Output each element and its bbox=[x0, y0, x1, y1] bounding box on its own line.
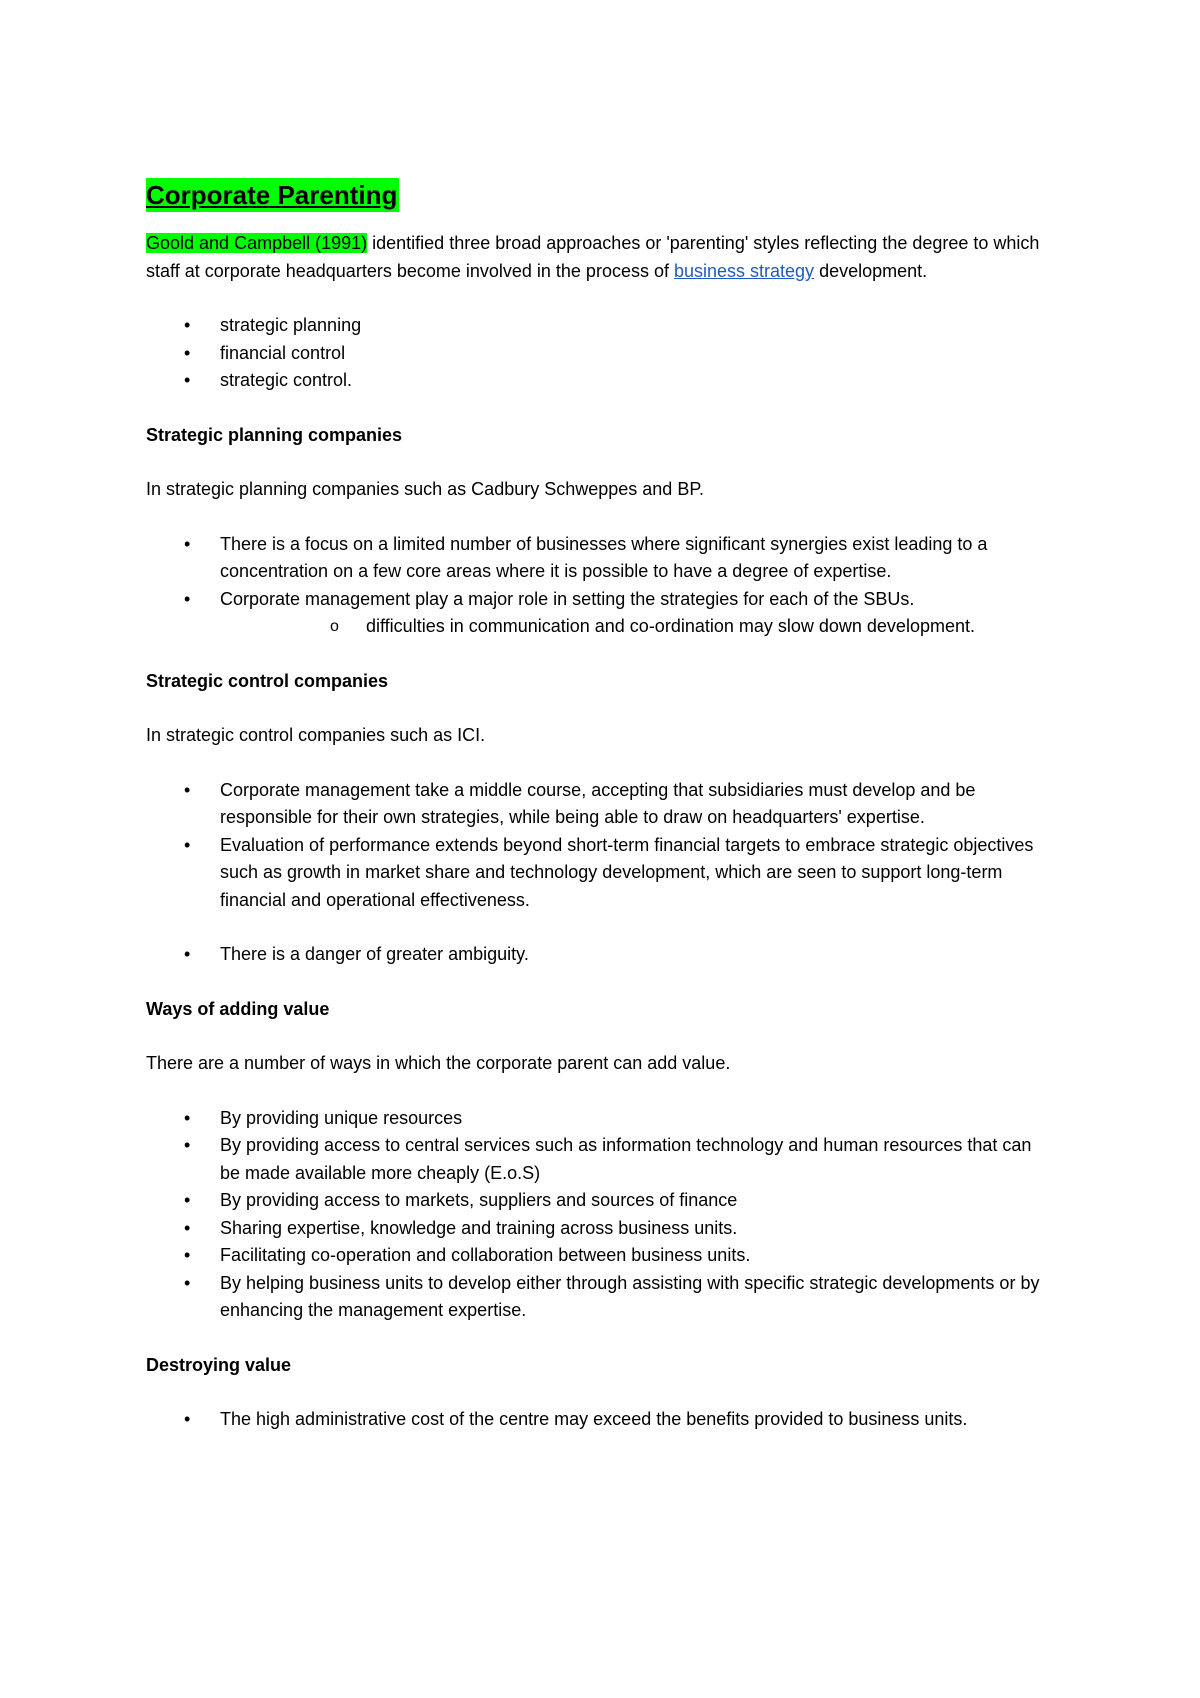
list-item: • Facilitating co-operation and collaboration between business units. bbox=[146, 1242, 1050, 1270]
list-item: • strategic planning bbox=[146, 312, 1050, 340]
section-heading-adding-value: Ways of adding value bbox=[146, 998, 330, 1019]
sub-list-item: o difficulties in communication and co-ordination may slow down development. bbox=[220, 613, 1050, 641]
citation-highlight: Goold and Campbell (1991) bbox=[146, 233, 368, 253]
intro-text-2: development. bbox=[814, 260, 928, 281]
list-item: • The high administrative cost of the centre may exceed the benefits provided to business units. bbox=[146, 1406, 1050, 1434]
section-heading-control: Strategic control companies bbox=[146, 670, 389, 691]
list-item: • By providing unique resources bbox=[146, 1105, 1050, 1133]
list-item: • Corporate management take a middle course, accepting that subsidiaries must develop and be responsible for their own strategies, while being able to draw on headquarters' expertise. bbox=[146, 777, 1050, 832]
planning-list bbox=[146, 531, 1050, 641]
section-heading-planning: Strategic planning companies bbox=[146, 424, 403, 445]
list-item: • There is a focus on a limited number of businesses where significant synergies exist leading to a concentration on a few core areas where it is possible to have a degree of expertise. bbox=[146, 531, 1050, 586]
list-item: • There is a danger of greater ambiguity. bbox=[146, 941, 1050, 969]
list-item: • By helping business units to develop either through assisting with specific strategic developments or by enhancing the management expertise. bbox=[146, 1270, 1050, 1325]
destroying-value-list bbox=[146, 1406, 1050, 1434]
control-extra-list bbox=[146, 941, 1050, 969]
adding-intro: There are a number of ways in which the corporate parent can add value. bbox=[146, 1053, 731, 1073]
planning-sub-list bbox=[220, 613, 1050, 641]
intro-paragraph bbox=[146, 230, 1050, 285]
planning-intro: In strategic planning companies such as Cadbury Schweppes and BP. bbox=[146, 479, 705, 499]
list-item: • financial control bbox=[146, 340, 1050, 368]
document-title: Corporate Parenting bbox=[146, 180, 398, 210]
adding-value-list bbox=[146, 1105, 1050, 1325]
list-item: • Evaluation of performance extends beyond short-term financial targets to embrace strategic objectives such as growth in market share and technology development, which are seen to support long-term financial and operational effectiveness. bbox=[146, 832, 1050, 915]
list-item: • Sharing expertise, knowledge and training across business units. bbox=[146, 1215, 1050, 1243]
control-intro: In strategic control companies such as ICI. bbox=[146, 725, 486, 745]
section-heading-destroying-value: Destroying value bbox=[146, 1354, 292, 1375]
list-item: • By providing access to markets, suppliers and sources of finance bbox=[146, 1187, 1050, 1215]
control-list bbox=[146, 777, 1050, 915]
list-item: • strategic control. bbox=[146, 367, 1050, 395]
list-item bbox=[146, 586, 1050, 641]
business-strategy-link[interactable]: business strategy bbox=[673, 260, 815, 281]
list-item: • By providing access to central services such as information technology and human resources that can be made available more cheaply (E.o.S) bbox=[146, 1132, 1050, 1187]
list-item-text: Corporate management play a major role in setting the strategies for each of the SBUs. bbox=[220, 588, 915, 609]
parenting-styles-list bbox=[146, 312, 1050, 395]
intro-text-1: identified three broad approaches or 'parenting' styles reflecting the degree to which staff at corporate headquarters become involved in the process of bbox=[146, 233, 1040, 281]
